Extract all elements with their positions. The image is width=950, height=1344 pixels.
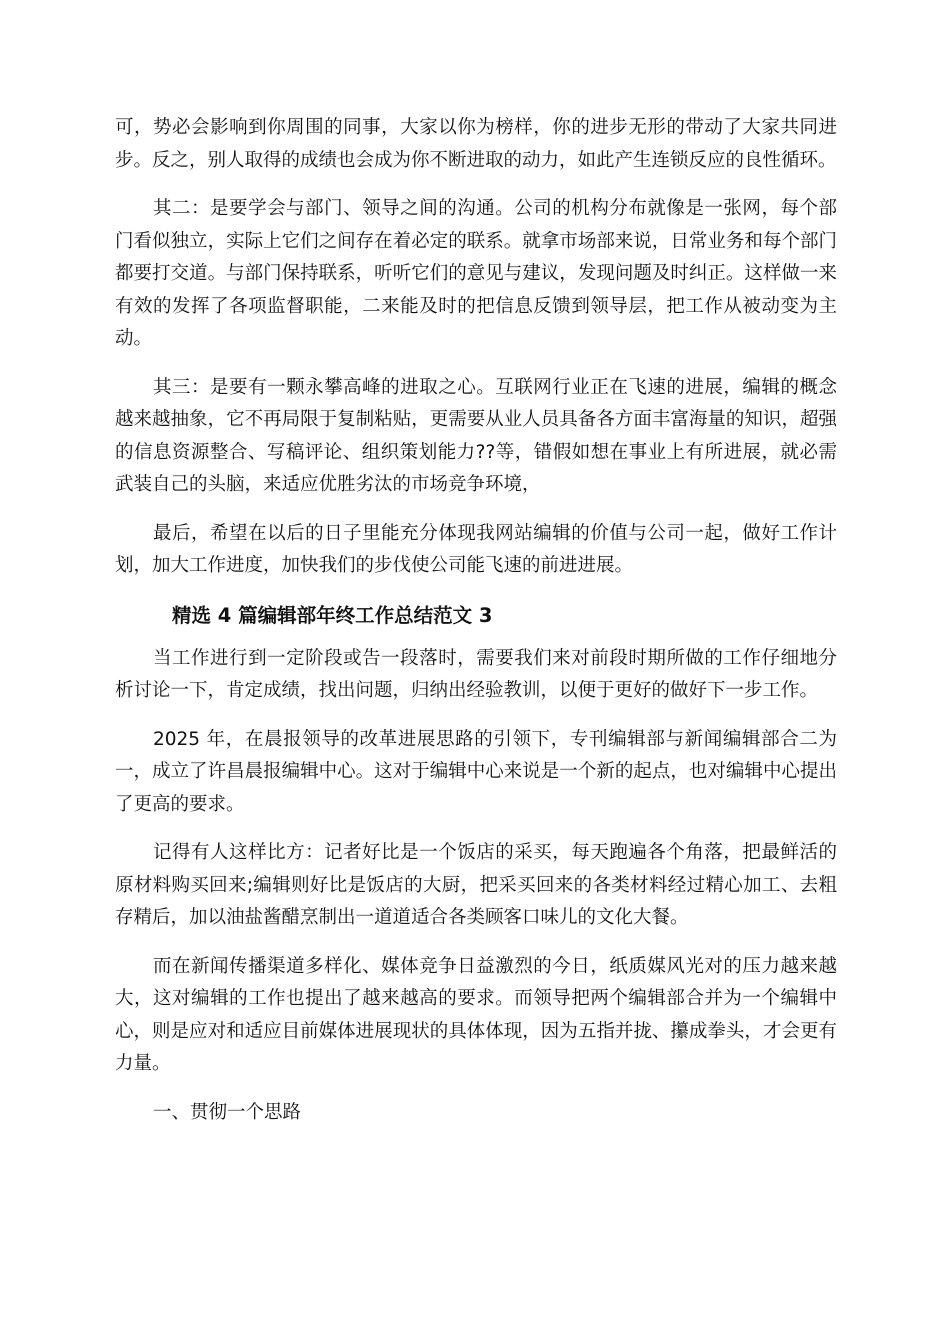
paragraph-point-two: 其二：是要学会与部门、领导之间的沟通。公司的机构分布就像是一张网，每个部门看似独立，实际上它们之间存在着必定的联系。就拿市场部来说，日常业务和每个部门都要打交道。与部门保持联系，听听它们的意见与建议，发现问题及时纠正。这样做一来有效的发挥了各项监督职能，二来能及时的把信息反馈到领导层，把工作从被动变为主动。 [115, 198, 837, 349]
subsection-title: 一、贯彻一个思路 [153, 1101, 302, 1123]
document-body [115, 112, 837, 1129]
paragraph-closing: 最后，希望在以后的日子里能充分体现我网站编辑的价值与公司一起，做好工作计划，加大工作进度，加快我们的步伐使公司能飞速的前进进展。 [115, 522, 837, 576]
section-heading: 精选 4 篇编辑部年终工作总结范文 3 [172, 603, 493, 627]
paragraph-year-2025: 2025 年，在晨报领导的改革进展思路的引领下，专刊编辑部与新闻编辑部合二为一，成立了许昌晨报编辑中心。这对于编辑中心来说是一个新的起点，也对编辑中心提出了更高的要求。 [115, 728, 837, 815]
paragraph-intro: 当工作进行到一定阶段或告一段落时，需要我们来对前段时期所做的工作仔细地分析讨论一下，肯定成绩，找出问题，归纳出经验教训，以便于更好的做好下一步工作。 [115, 647, 837, 701]
paragraph-metaphor: 记得有人这样比方：记者好比是一个饭店的采买，每天跑遍各个角落，把最鲜活的原材料购买回来;编辑则好比是饭店的大厨，把采买回来的各类材料经过精心加工、去粗存精后，加以油盐酱醋烹制出一道道适合各类顾客口味儿的文化大餐。 [115, 842, 837, 928]
paragraph-media-competition: 而在新闻传播渠道多样化、媒体竞争日益激烈的今日，纸质媒风光对的压力越来越大，这对编辑的工作也提出了越来越高的要求。而领导把两个编辑部合并为一个编辑中心，则是应对和适应目前媒体进展现状的具体体现，因为五指并拢、攥成拳头，才会更有力量。 [115, 955, 837, 1074]
paragraph-point-three: 其三：是要有一颗永攀高峰的进取之心。互联网行业正在飞速的进展，编辑的概念越来越抽象，它不再局限于复制粘贴，更需要从业人员具备各方面丰富海量的知识，超强的信息资源整合、写稿评论、组织策划能力??等，错假如想在事业上有所进展，就必需武装自己的头脑，来适应优胜劣汰的市场竞争环境， [115, 376, 837, 495]
paragraph-continuation: 可，势必会影响到你周围的同事，大家以你为榜样，你的进步无形的带动了大家共同进步。反之，别人取得的成绩也会成为你不断进取的动力，如此产生连锁反应的良性循环。 [115, 117, 837, 171]
